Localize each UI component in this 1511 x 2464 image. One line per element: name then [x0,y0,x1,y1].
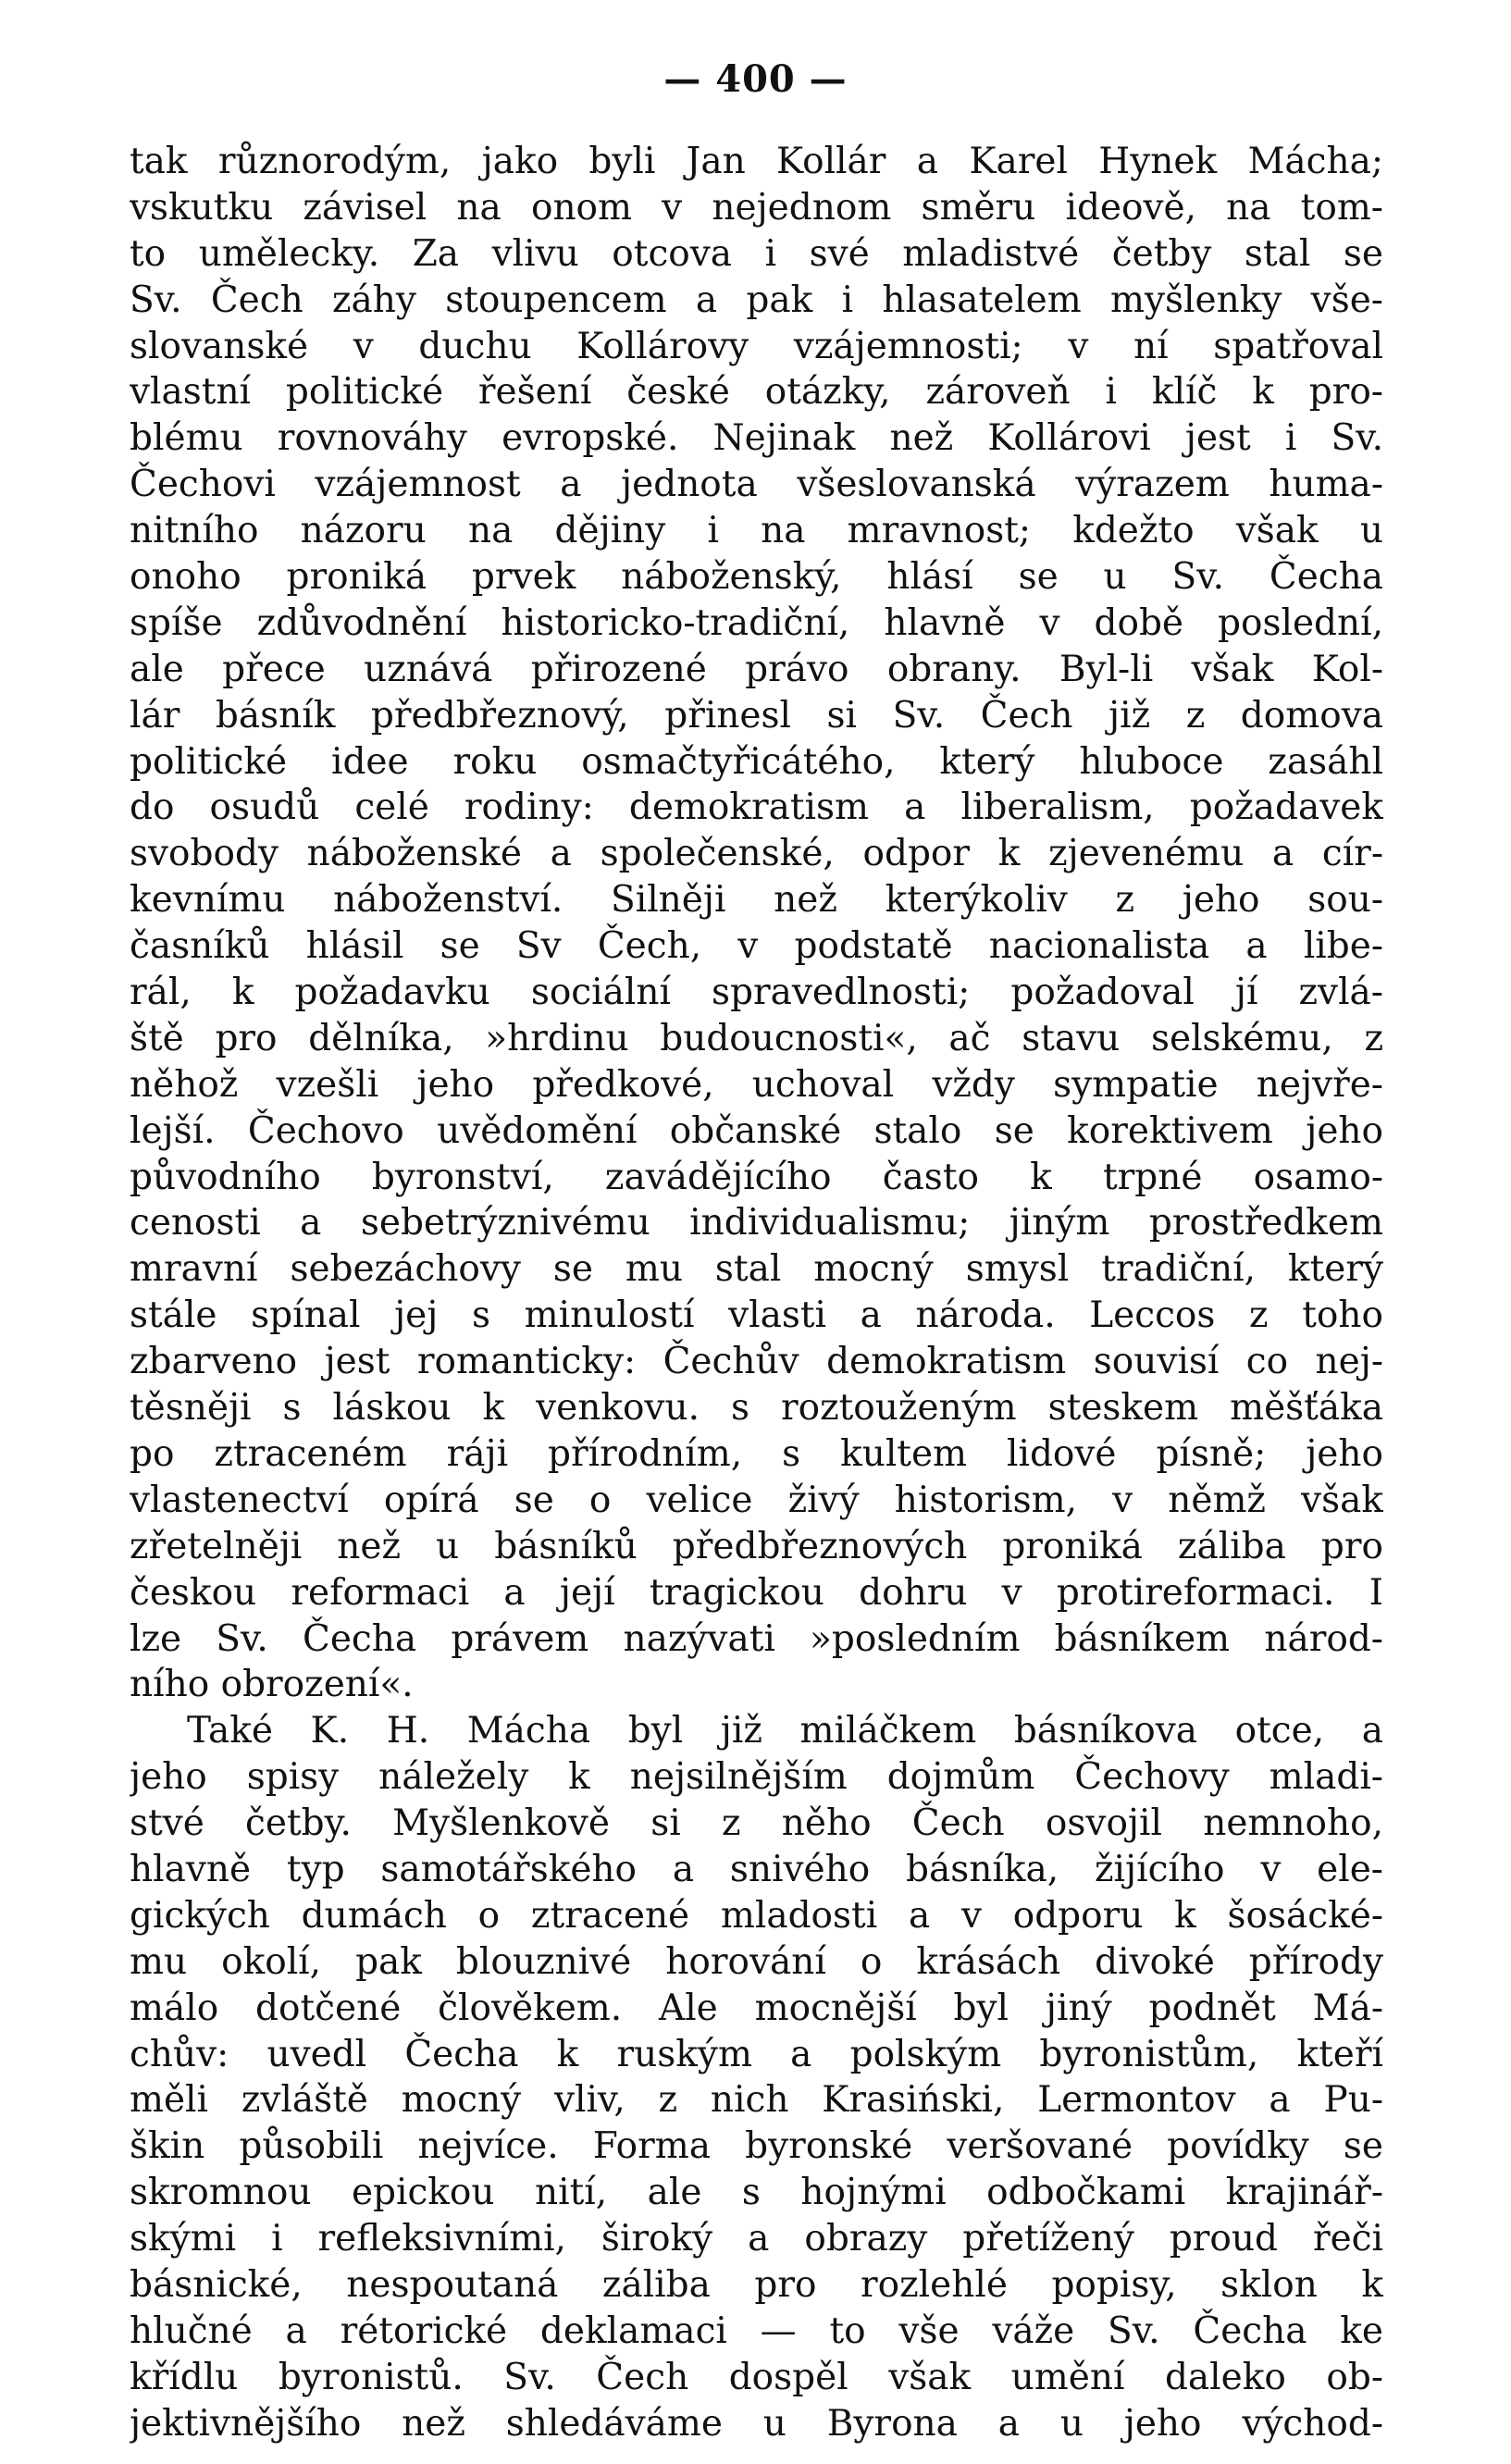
text-line: časníků hlásil se Sv Čech, v podstatě nacionalista a libe- [130,925,1383,968]
text-line: stále spínal jej s minulostí vlasti a národa. Leccos z toho [130,1294,1383,1337]
text-line: jektivnějšího než shledáváme u Byrona a u jeho východ- [130,2402,1383,2445]
text-line: cenosti a sebetrýznivému individualismu; jiným prostředkem [130,1202,1383,1244]
text-line: skými i refleksivními, široký a obrazy přetížený proud řeči [130,2218,1383,2260]
text-line: jeho spisy náležely k nejsilnějším dojmům Čechovy mladi- [130,1756,1383,1799]
text-line: gických dumách o ztracené mladosti a v odporu k šosácké- [130,1894,1383,1937]
text-line: skromnou epickou nití, ale s hojnými odbočkami krajinář- [130,2172,1383,2214]
text-line: lejší. Čechovo uvědomění občanské stalo se korektivem jeho [130,1109,1383,1152]
text-line: těsněji s láskou k venkovu. s roztouženým steskem měšťáka [130,1387,1383,1430]
text-line: to umělecky. Za vlivu otcova i své mladistvé četby stal se [130,232,1383,275]
text-line: po ztraceném ráji přírodním, s kultem lidové písně; jeho [130,1432,1383,1475]
text-line: politické idee roku osmačtyřicátého, který hluboce zasáhl [130,740,1383,783]
text-line: málo dotčené člověkem. Ale mocnější byl jiný podnět Má- [130,1987,1383,2029]
text-line: vlastní politické řešení české otázky, zároveň i klíč k pro- [130,371,1383,414]
text-line: ště pro dělníka, »hrdinu budoucnosti«, ač stavu selskému, z [130,1017,1383,1059]
text-line: ale přece uznává přirozené právo obrany. Byl-li však Kol- [130,648,1383,690]
text-line: stvé četby. Myšlenkově si z něho Čech osvojil nemnoho, [130,1802,1383,1845]
page-number: — 400 — [663,57,848,101]
text-line: měli zvláště mocný vliv, z nich Krasiński, Lermontov a Pu- [130,2079,1383,2122]
text-line: lze Sv. Čecha právem nazývati »posledním básníkem národ- [130,1617,1383,1660]
text-line: Čechovi vzájemnost a jednota všeslovanská výrazem huma- [130,464,1383,506]
paragraph-end-line: ního obrození«. [130,1664,414,1706]
text-line: rál, k požadavku sociální spravedlnosti; požadoval jí zvlá- [130,972,1383,1014]
text-line: chův: uvedl Čecha k ruským a polským byronistům, kteří [130,2033,1383,2075]
text-line: českou reformaci a její tragickou dohru v protireformaci. I [130,1571,1383,1614]
text-line: mu okolí, pak blouznivé horování o krásách divoké přírody [130,1940,1383,1983]
text-line: do osudů celé rodiny: demokratism a liberalism, požadavek [130,786,1383,829]
paragraph-start-line: Také K. H. Mácha byl již miláčkem básníkova otce, a [187,1710,1383,1752]
text-line: slovanské v duchu Kollárovy vzájemnosti; v ní spatřoval [130,325,1383,367]
text-line: vskutku závisel na onom v nejednom směru ideově, na tom- [130,186,1383,229]
text-line: vlastenectví opírá se o velice živý historism, v němž však [130,1479,1383,1521]
body-text [130,139,1383,2447]
text-line: hlavně typ samotářského a snivého básníka, žijícího v ele- [130,1848,1383,1890]
text-line: svobody náboženské a společenské, odpor k zjevenému a cír- [130,833,1383,875]
text-line: lár básník předbřeznový, přinesl si Sv. Čech již z domova [130,694,1383,737]
text-line: hlučné a rétorické deklamaci — to vše váže Sv. Čecha ke [130,2309,1383,2352]
text-line: škin působili nejvíce. Forma byronské veršované povídky se [130,2125,1383,2168]
text-line: nitního názoru na dějiny i na mravnost; kdežto však u [130,510,1383,552]
text-line: něhož vzešli jeho předkové, uchoval vždy sympatie nejvře- [130,1063,1383,1106]
text-line: blému rovnováhy evropské. Nejinak než Kollárovi jest i Sv. [130,417,1383,460]
text-line: tak různorodým, jako byli Jan Kollár a Karel Hynek Mácha; [130,141,1383,182]
text-line: mravní sebezáchovy se mu stal mocný smysl tradiční, který [130,1248,1383,1291]
text-line: zbarveno jest romanticky: Čechův demokratism souvisí co nej- [130,1341,1383,1383]
text-line: Sv. Čech záhy stoupencem a pak i hlasatelem myšlenky vše- [130,279,1383,321]
text-line: původního byronství, zavádějícího často k trpné osamo- [130,1156,1383,1198]
text-line: křídlu byronistů. Sv. Čech dospěl však umění daleko ob- [130,2356,1383,2398]
text-line: básnické, nespoutaná záliba pro rozlehlé popisy, sklon k [130,2263,1383,2306]
text-line: onoho proniká prvek náboženský, hlásí se u Sv. Čecha [130,556,1383,599]
text-line: kevnímu náboženství. Silněji než kterýkoliv z jeho sou- [130,879,1383,922]
text-line: zřetelněji než u básníků předbřeznových proniká záliba pro [130,1525,1383,1567]
text-line: spíše zdůvodnění historicko-tradiční, hlavně v době poslední, [130,601,1383,644]
